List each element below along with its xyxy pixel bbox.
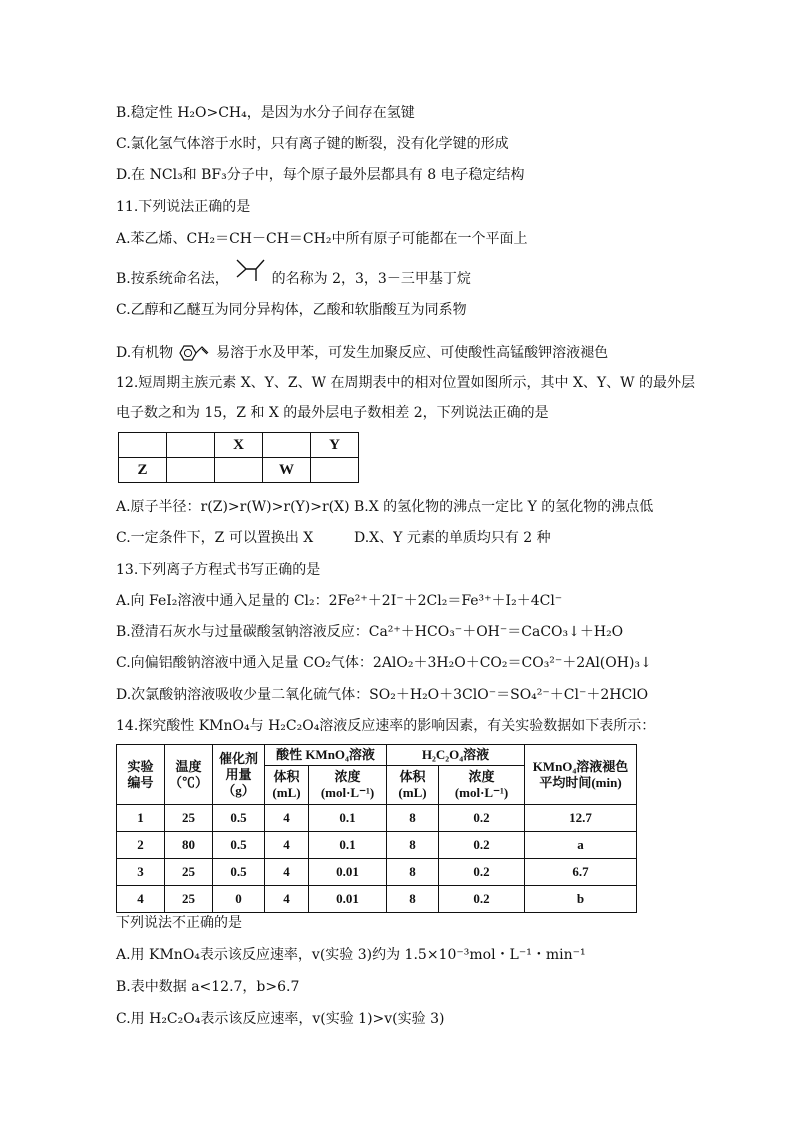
cell-fade-time: a — [525, 832, 637, 859]
periodic-position-table — [118, 432, 359, 483]
periodic-row-2 — [119, 458, 359, 483]
table-row — [117, 832, 637, 859]
periodic-cell — [263, 433, 311, 458]
q13-stem: 13.下列离子方程式书写正确的是 — [116, 562, 321, 578]
header-concentration: 浓度(mol·L⁻¹) — [309, 766, 387, 805]
cell-h2c2o4-conc: 0.2 — [439, 805, 525, 832]
q10-option-c: C.氯化氢气体溶于水时，只有离子键的断裂，没有化学键的形成 — [116, 136, 509, 152]
cell-catalyst: 0.5 — [213, 805, 265, 832]
q12-option-b: B.X 的氢化物的沸点一定比 Y 的氢化物的沸点低 — [354, 499, 654, 515]
cell-h2c2o4-volume: 8 — [387, 832, 439, 859]
table-header-row — [117, 745, 637, 766]
cell-catalyst: 0.5 — [213, 832, 265, 859]
header-catalyst: 催化剂用量（g） — [213, 745, 265, 805]
q14-option-c: C.用 H₂C₂O₄表示该反应速率，v(实验 1)>v(实验 3) — [116, 1011, 445, 1027]
cell-fade-time: 12.7 — [525, 805, 637, 832]
cell-kmno4-volume: 4 — [265, 832, 309, 859]
q12-option-d: D.X、Y 元素的单质均只有 2 种 — [354, 530, 551, 546]
cell-temp: 25 — [165, 886, 213, 913]
cell-fade-time: 6.7 — [525, 859, 637, 886]
q11-option-d — [116, 342, 608, 364]
periodic-row-1 — [119, 433, 359, 458]
periodic-cell — [167, 458, 215, 483]
periodic-cell — [311, 458, 359, 483]
header-fade-time: KMnO₄溶液褪色平均时间(min) — [525, 745, 637, 805]
cell-exp-no: 4 — [117, 886, 165, 913]
header-temp: 温度（℃） — [165, 745, 213, 805]
periodic-cell — [167, 433, 215, 458]
header-volume: 体积(mL) — [387, 766, 439, 805]
cell-kmno4-conc: 0.01 — [309, 886, 387, 913]
q14-stem: 14.探究酸性 KMnO₄与 H₂C₂O₄溶液反应速率的影响因素，有关实验数据如下表所示： — [116, 718, 656, 734]
q11-option-d-prefix: D.有机物 — [116, 345, 174, 361]
q12-stem-line2: 电子数之和为 15，Z 和 X 的最外层电子数相差 2，下列说法正确的是 — [116, 405, 549, 421]
cell-h2c2o4-volume: 8 — [387, 886, 439, 913]
q11-option-b-suffix: 的名称为 2，3，3－三甲基丁烷 — [271, 271, 471, 287]
cell-exp-no: 3 — [117, 859, 165, 886]
q12-option-a: A.原子半径：r(Z)>r(W)>r(Y)>r(X) — [116, 499, 350, 515]
periodic-cell-x: X — [215, 433, 263, 458]
periodic-cell — [119, 433, 167, 458]
q12-option-c: C.一定条件下，Z 可以置换出 X — [116, 530, 314, 546]
q12-stem-line1: 12.短周期主族元素 X、Y、Z、W 在周期表中的相对位置如图所示，其中 X、Y、W 的最外层 — [116, 375, 695, 391]
header-h2c2o4: H₂C₂O₄溶液 — [387, 745, 525, 766]
q14-option-a: A.用 KMnO₄表示该反应速率，v(实验 3)约为 1.5×10⁻³mol・L⁻¹・min⁻¹ — [116, 947, 586, 963]
periodic-cell-y: Y — [311, 433, 359, 458]
periodic-cell — [215, 458, 263, 483]
q13-option-a: A.向 FeI₂溶液中通入足量的 Cl₂：2Fe²⁺＋2I⁻＋2Cl₂＝Fe³⁺＋I₂＋4Cl⁻ — [116, 593, 563, 609]
cell-kmno4-volume: 4 — [265, 886, 309, 913]
q13-option-c: C.向偏铝酸钠溶液中通入足量 CO₂气体：2AlO₂＋3H₂O＋CO₂＝CO₃²⁻＋2Al(OH)₃↓ — [116, 655, 652, 671]
q14-option-b: B.表中数据 a<12.7，b>6.7 — [116, 979, 300, 995]
periodic-cell-w: W — [263, 458, 311, 483]
cell-kmno4-volume: 4 — [265, 805, 309, 832]
q11-option-b — [116, 270, 471, 288]
cell-kmno4-conc: 0.01 — [309, 859, 387, 886]
q10-option-b: B.稳定性 H₂O>CH₄，是因为水分子间存在氢键 — [116, 105, 415, 121]
cell-h2c2o4-conc: 0.2 — [439, 859, 525, 886]
skeletal-formula-icon — [233, 257, 267, 287]
cell-h2c2o4-volume: 8 — [387, 859, 439, 886]
q10-option-d: D.在 NCl₃和 BF₃分子中，每个原子最外层都具有 8 电子稳定结构 — [116, 167, 525, 183]
cell-kmno4-volume: 4 — [265, 859, 309, 886]
styrene-structure-icon — [178, 342, 212, 364]
cell-catalyst: 0 — [213, 886, 265, 913]
q11-stem: 11.下列说法正确的是 — [116, 199, 251, 215]
periodic-cell-z: Z — [119, 458, 167, 483]
q13-option-b: B.澄清石灰水与过量碳酸氢钠溶液反应：Ca²⁺＋HCO₃⁻＋OH⁻＝CaCO₃↓＋H₂O — [116, 624, 624, 640]
cell-temp: 25 — [165, 805, 213, 832]
table-row — [117, 859, 637, 886]
cell-temp: 80 — [165, 832, 213, 859]
header-concentration: 浓度(mol·L⁻¹) — [439, 766, 525, 805]
cell-exp-no: 2 — [117, 832, 165, 859]
q11-option-d-suffix: 易溶于水及甲苯，可发生加聚反应、可使酸性高锰酸钾溶液褪色 — [216, 345, 609, 361]
cell-catalyst: 0.5 — [213, 859, 265, 886]
q14-question: 下列说法不正确的是 — [116, 915, 242, 931]
header-kmno4: 酸性 KMnO₄溶液 — [265, 745, 387, 766]
cell-exp-no: 1 — [117, 805, 165, 832]
cell-fade-time: b — [525, 886, 637, 913]
cell-temp: 25 — [165, 859, 213, 886]
experiment-data-table — [116, 744, 637, 913]
q11-option-c: C.乙醇和乙醚互为同分异构体，乙酸和软脂酸互为同系物 — [116, 302, 467, 318]
q11-option-b-prefix: B.按系统命名法， — [116, 271, 229, 287]
cell-h2c2o4-conc: 0.2 — [439, 886, 525, 913]
cell-kmno4-conc: 0.1 — [309, 805, 387, 832]
q11-option-a: A.苯乙烯、CH₂＝CH－CH＝CH₂中所有原子可能都在一个平面上 — [116, 231, 528, 247]
table-row — [117, 886, 637, 913]
cell-kmno4-conc: 0.1 — [309, 832, 387, 859]
table-row — [117, 805, 637, 832]
header-exp-no: 实验编号 — [117, 745, 165, 805]
cell-h2c2o4-volume: 8 — [387, 805, 439, 832]
header-volume: 体积(mL) — [265, 766, 309, 805]
q13-option-d: D.次氯酸钠溶液吸收少量二氧化硫气体：SO₂＋H₂O＋3ClO⁻＝SO₄²⁻＋Cl⁻＋2HClO — [116, 687, 649, 703]
cell-h2c2o4-conc: 0.2 — [439, 832, 525, 859]
